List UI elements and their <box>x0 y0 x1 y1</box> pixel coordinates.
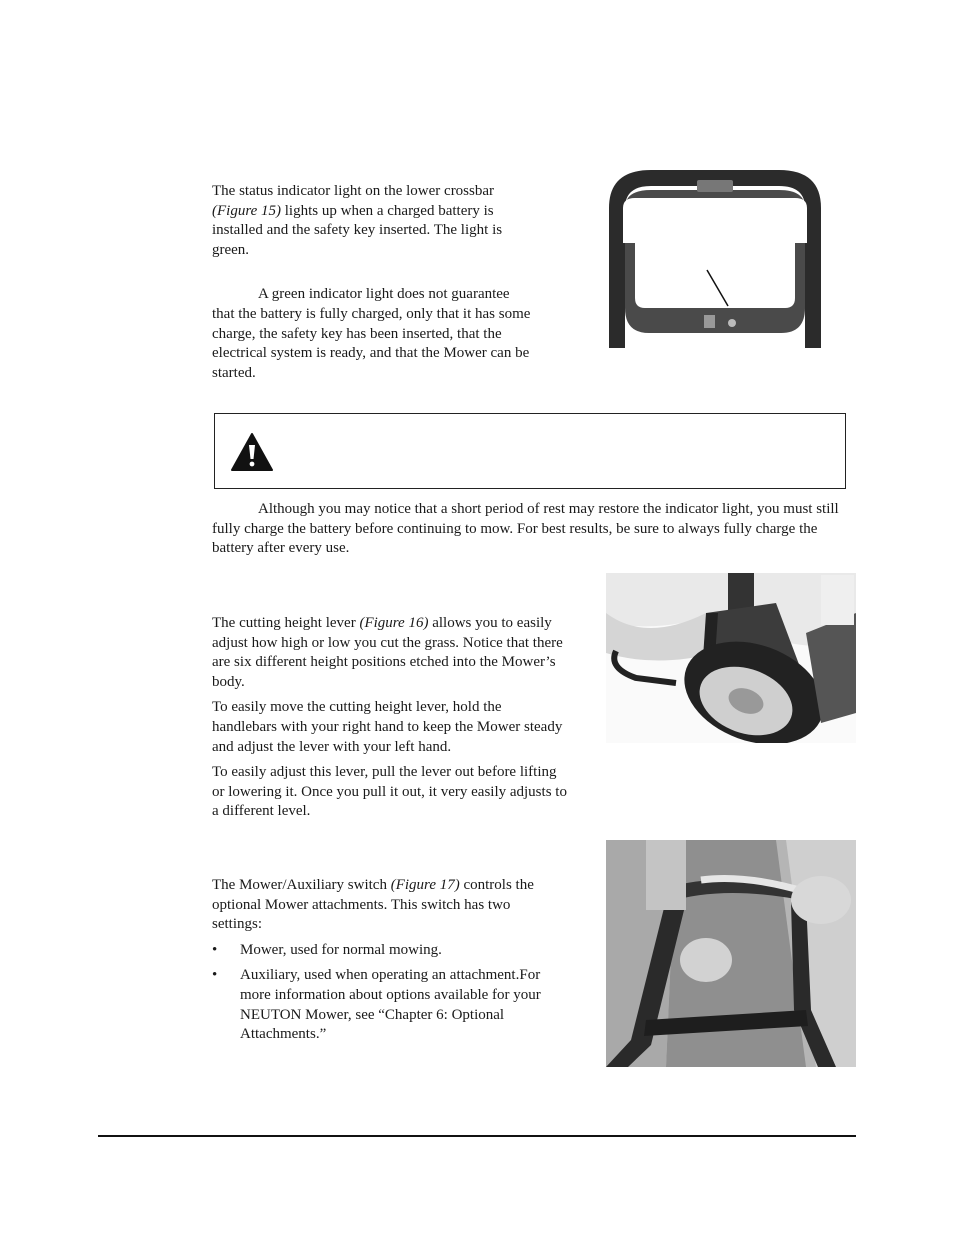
figure-15-handlebar-image <box>601 168 829 348</box>
figure-17-switch-image <box>606 840 856 1067</box>
warning-note: Although you may notice that a short period of rest may restore the indicator light, you must still fully charge the battery before continuing to mow. For best results, be sure to always fully charge the battery after every use. <box>212 501 839 557</box>
list-item: • Auxiliary, used when operating an attachment.For more information about options available for your NEUTON Mower, see “Chapter 6: Optional Attachments.” <box>212 967 541 1043</box>
figure-16-cutting-lever-image <box>606 573 856 743</box>
settings-list <box>212 941 572 1045</box>
status-paragraph-1: The status indicator light on the lower crossbar (Figure 15) lights up when a charged battery is installed and the safety key inserted. The light is green. <box>212 183 503 258</box>
list-item: • Mower, used for normal mowing. <box>212 941 572 961</box>
cutting-paragraph-2: To easily move the cutting height lever, hold the handlebars with your right hand to keep the Mower steady and adjust the lever with your left hand. <box>212 699 563 755</box>
figure-17-ref: (Figure 17) <box>390 877 460 893</box>
cutting-paragraph-1: The cutting height lever (Figure 16) allows you to easily adjust how high or low you cut the grass. Notice that there are six different height positions etched into the Mower’s body. <box>212 615 563 690</box>
switch-text-block <box>212 876 572 1051</box>
cutting-paragraph-3: To easily adjust this lever, pull the lever out before lifting or lowering it. Once you pull it out, it very easily adjusts to a different level. <box>212 764 567 820</box>
figure-16-ref: (Figure 16) <box>359 615 429 631</box>
figure-15-ref: (Figure 15) <box>212 202 282 219</box>
switch-paragraph-1: The Mower/Auxiliary switch (Figure 17) controls the optional Mower attachments. This switch has two settings: <box>212 877 534 933</box>
warning-triangle-icon <box>230 432 274 477</box>
warning-box <box>214 413 846 489</box>
bullet-icon: • <box>212 967 218 984</box>
cutting-height-text-block <box>212 614 567 822</box>
status-text-block <box>212 182 532 383</box>
bullet-icon: • <box>212 941 218 958</box>
footer-rule <box>98 1135 856 1137</box>
status-paragraph-2: A green indicator light does not guarantee that the battery is fully charged, only that it has some charge, the safety key has been inserted, that the electrical system is ready, and that the Mower can be started. <box>212 286 531 381</box>
